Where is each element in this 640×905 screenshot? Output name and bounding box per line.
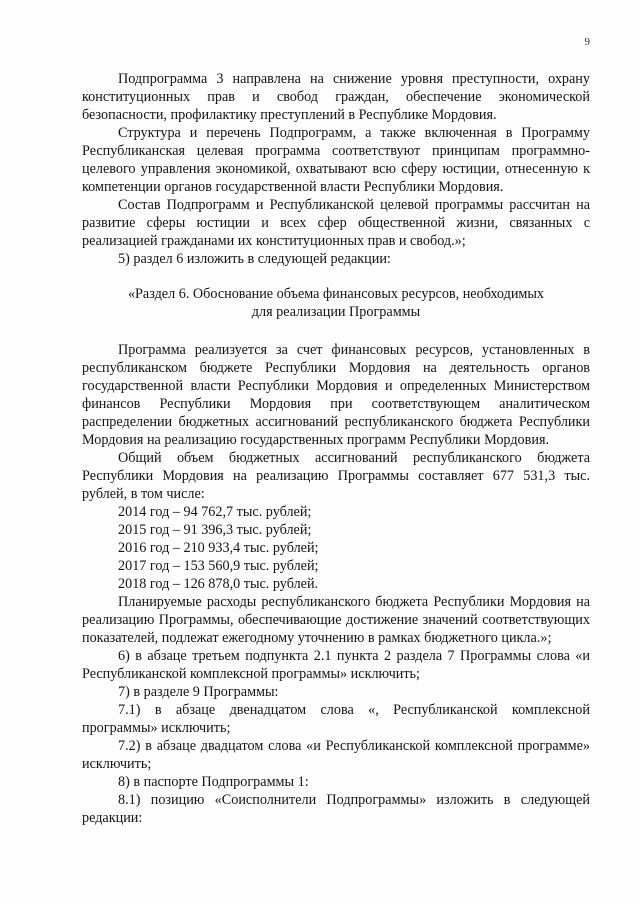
paragraph: 5) раздел 6 изложить в следующей редакции:	[118, 251, 391, 267]
document-body	[82, 70, 590, 827]
paragraph: Подпрограмма 3 направлена на снижение уровня преступности, охрану конституционных прав и свобод граждан, обеспечение экономической безопасности, профилактику преступлений в Республике Мордовия.	[82, 71, 590, 123]
list-item: 2016 год – 210 933,4 тыс. рублей;	[118, 540, 319, 556]
section-heading	[82, 285, 590, 321]
section-heading-line: «Раздел 6. Обоснование объема финансовых ресурсов, необходимых	[127, 286, 545, 302]
list-item: 2018 год – 126 878,0 тыс. рублей.	[118, 576, 319, 592]
paragraph: Планируемые расходы республиканского бюджета Республики Мордовия на реализацию Программы, обеспечивающие достижение значений соответствующих показателей, подлежат ежегодному уточнению в рамках бюджетного цикла.»;	[82, 594, 590, 646]
paragraph: 6) в абзаце третьем подпункта 2.1 пункта 2 раздела 7 Программы слова «и Республиканской комплексной программы» исключить;	[82, 648, 590, 682]
section-heading-line: для реализации Программы	[251, 304, 421, 320]
paragraph: 8.1) позицию «Соисполнители Подпрограммы» изложить в следующей редакции:	[82, 792, 590, 826]
list-item: 2014 год – 94 762,7 тыс. рублей;	[118, 504, 312, 520]
paragraph: 8) в паспорте Подпрограммы 1:	[118, 774, 309, 790]
list-item: 2015 год – 91 396,3 тыс. рублей;	[118, 522, 312, 538]
page-number: 9	[584, 36, 590, 48]
paragraph: Структура и перечень Подпрограмм, а также включенная в Программу Республиканская целевая программа соответствуют принципам программно-целевого управления экономикой, охватывают всю сферу юстиции, отнесенную к компетенции органов государственной власти Республики Мордовия.	[82, 125, 590, 195]
funding-by-year-list	[82, 503, 590, 593]
paragraph: 7) в разделе 9 Программы:	[118, 684, 279, 700]
paragraph: Состав Подпрограмм и Республиканской целевой программы рассчитан на развитие сферы юстиции и всех сфер общественной жизни, связанных с реализацией гражданами их конституционных прав и свобод.»;	[82, 197, 590, 249]
paragraph: 7.1) в абзаце двенадцатом слова «, Республиканской комплексной программы» исключить;	[82, 702, 590, 736]
paragraph: Общий объем бюджетных ассигнований республиканского бюджета Республики Мордовия на реализацию Программы составляет 677 531,3 тыс. рублей, в том числе:	[82, 450, 590, 502]
paragraph: Программа реализуется за счет финансовых ресурсов, установленных в республиканском бюджете Республики Мордовия на деятельность органов государственной власти Республики Мордовия и определенных Министерством финансов Республики Мордовия при соответствующем аналитическом распределении бюджетных ассигнований республиканского бюджета Республики Мордовия на реализацию государственных программ Республики Мордовия.	[82, 342, 590, 448]
list-item: 2017 год – 153 560,9 тыс. рублей;	[118, 558, 319, 574]
paragraph: 7.2) в абзаце двадцатом слова «и Республиканской комплексной программе» исключить;	[82, 738, 590, 772]
